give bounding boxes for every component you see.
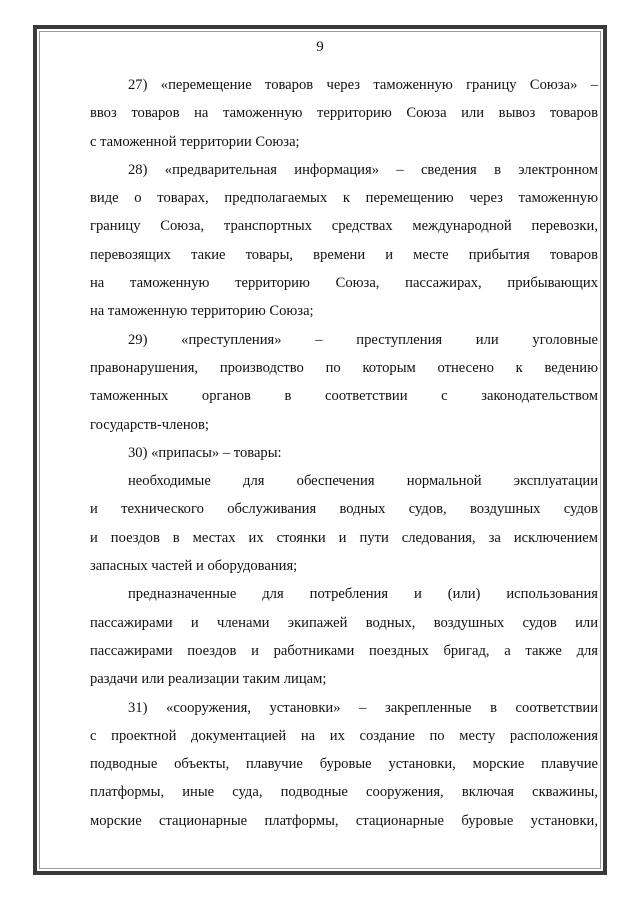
text-line: ввоз товаров на таможенную территорию Союза или вывоз товаров (90, 105, 598, 122)
text-line: на таможенную территорию Союза; (90, 303, 314, 320)
text-line: с проектной документацией на их создание по месту расположения (90, 727, 598, 744)
text-line: пассажирами и членами экипажей водных, воздушных судов или (90, 614, 598, 631)
text-line: платформы, иные суда, подводные сооружения, включая скважины, (90, 784, 598, 801)
page-number: 9 (316, 39, 324, 55)
text-line: подводные объекты, плавучие буровые установки, морские плавучие (90, 756, 598, 773)
paragraph-30-item-2 (90, 580, 598, 693)
text-line: с таможенной территории Союза; (90, 133, 300, 150)
text-line: 27) «перемещение товаров через таможенную границу Союза» – (128, 77, 598, 93)
text-line: границу Союза, транспортных средствах международной перевозки, (90, 218, 598, 235)
text-line: пассажирами поездов и работниками поездных бригад, а также для (90, 642, 598, 659)
paragraph-28 (90, 156, 598, 326)
text-line: правонарушения, производство по которым отнесено к ведению (90, 359, 598, 376)
text-line: 31) «сооружения, установки» – закрепленные в соответствии (128, 699, 598, 716)
text-line: 30) «припасы» – товары: (128, 444, 282, 461)
paragraph-31 (90, 694, 598, 835)
text-line: виде о товарах, предполагаемых к перемещению через таможенную (90, 190, 598, 207)
text-line: на таможенную территорию Союза, пассажирах, прибывающих (90, 275, 598, 292)
paragraph-30-item-1 (90, 467, 598, 580)
text-line: морские стационарные платформы, стационарные буровые установки, (90, 812, 598, 829)
text-line: перевозящих такие товары, времени и месте прибытия товаров (90, 246, 598, 263)
paragraph-27 (90, 71, 598, 156)
text-line: и поездов в местах их стоянки и пути следования, за исключением (90, 529, 598, 546)
text-line: необходимые для обеспечения нормальной эксплуатации (128, 473, 598, 490)
text-line: и технического обслуживания водных судов, воздушных судов (90, 501, 598, 518)
text-line: раздачи или реализации таким лицам; (90, 671, 327, 688)
paragraph-30 (90, 439, 598, 467)
text-line: таможенных органов в соответствии с законодательством (90, 388, 598, 405)
paragraph-29 (90, 326, 598, 439)
document-body (90, 71, 598, 835)
text-line: 28) «предварительная информация» – сведения в электронном (128, 161, 598, 178)
text-line: запасных частей и оборудования; (90, 558, 298, 575)
text-line: 29) «преступления» – преступления или уголовные (128, 331, 598, 348)
text-line: государств-членов; (90, 416, 209, 433)
page-border (33, 25, 607, 875)
text-line: предназначенные для потребления и (или) использования (128, 586, 598, 603)
